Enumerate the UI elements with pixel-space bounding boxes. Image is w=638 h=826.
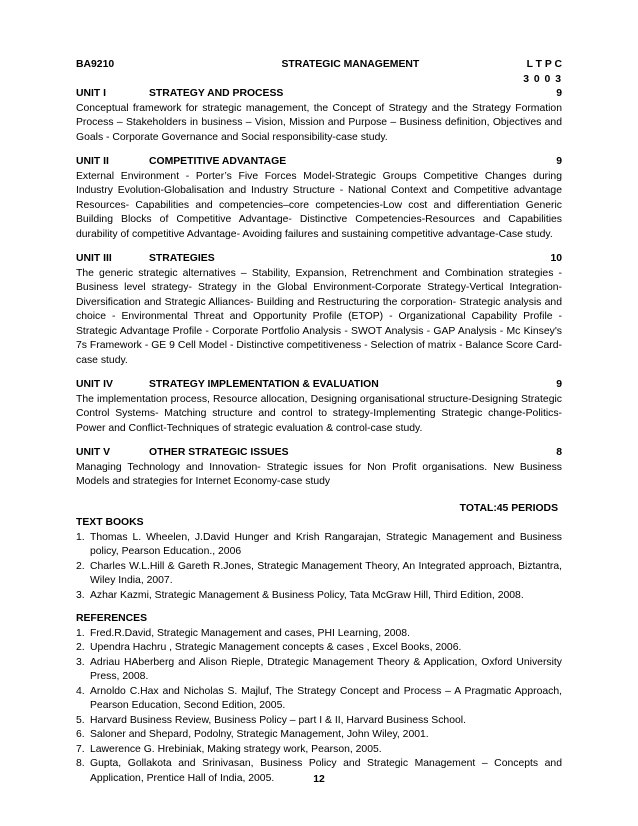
item-number: 4. <box>76 685 85 697</box>
unit-description: Conceptual framework for strategic management, the Concept of Strategy and the Strategy Formation Process – Stakeholders in business – Vision, Mission and Purpose – Business definition, Objectives and Goals - Corporate Governance and Social responsibility-case study. <box>76 102 562 143</box>
references-title: REFERENCES <box>76 613 148 624</box>
unit-heading <box>76 446 562 461</box>
unit-heading <box>76 378 562 393</box>
list-item <box>76 641 562 656</box>
unit-hours: 9 <box>556 88 562 99</box>
unit-description: Managing Technology and Innovation- Strategic issues for Non Profit organisations. New Business Models and strategies for Internet Economy-case study <box>76 461 562 487</box>
unit-title: STRATEGY AND PROCESS <box>149 88 284 99</box>
unit-hours: 9 <box>556 379 562 390</box>
ltpc-label: L T P C <box>526 59 562 70</box>
item-text: Adriau HAberberg and Alison Rieple, Dtrategic Management Theory & Application, Oxford University Press, 2008. <box>90 656 562 682</box>
unit-title: STRATEGY IMPLEMENTATION & EVALUATION <box>149 379 379 390</box>
unit-title: OTHER STRATEGIC ISSUES <box>149 447 289 458</box>
page-number: 12 <box>313 774 325 785</box>
list-item <box>76 714 562 729</box>
unit-hours: 9 <box>556 156 562 167</box>
course-header <box>76 58 562 73</box>
unit-title: STRATEGIES <box>149 253 215 264</box>
unit-hours: 10 <box>550 253 562 264</box>
item-text: Azhar Kazmi, Strategic Management & Business Policy, Tata McGraw Hill, Third Edition, 2008. <box>90 589 524 601</box>
unit-description: External Environment - Porter’s Five Forces Model-Strategic Groups Competitive Changes during Industry Evolution-Globalisation and Industry Structure - National Context and Competitive advantage Resources- Capabilities and competencies–core competencies-Low cost and differentiation Generic Building Blocks of Competitive Advantage- Distinctive Competencies-Resources and Capabilities durability of competitive Advantage- Avoiding failures and sustaining competitive advantage-Case study. <box>76 170 562 240</box>
textbooks-title: TEXT BOOKS <box>76 517 144 528</box>
item-text: Saloner and Shepard, Podolny, Strategic Management, John Wiley, 2001. <box>90 729 429 740</box>
unit-hours: 8 <box>556 447 562 458</box>
ltpc-values: 3 0 0 3 <box>523 73 562 85</box>
item-text: Charles W.L.Hill & Gareth R.Jones, Strategic Management Theory, An Integrated approach, Biztantra, Wiley India, 2007. <box>90 560 562 586</box>
course-title: STRATEGIC MANAGEMENT <box>281 59 420 70</box>
list-item <box>76 560 562 589</box>
item-number: 3. <box>76 589 85 601</box>
unit-title: COMPETITIVE ADVANTAGE <box>149 156 287 167</box>
list-item <box>76 743 562 758</box>
list-item <box>76 685 562 714</box>
item-number: 5. <box>76 714 85 726</box>
list-item <box>76 589 562 604</box>
list-item <box>76 627 562 642</box>
item-number: 2. <box>76 560 85 572</box>
item-number: 1. <box>76 627 85 639</box>
item-text: Upendra Hachru , Strategic Management concepts & cases , Excel Books, 2006. <box>90 642 462 653</box>
unit-label: UNIT I <box>76 88 107 99</box>
item-number: 3. <box>76 656 85 668</box>
unit-label: UNIT II <box>76 156 109 167</box>
item-text: Arnoldo C.Hax and Nicholas S. Majluf, The Strategy Concept and Process – A Pragmatic Approach, Pearson Education, Second Edition, 2005. <box>90 685 562 711</box>
list-item <box>76 728 562 743</box>
item-text: Harvard Business Review, Business Policy – part I & II, Harvard Business School. <box>90 714 466 726</box>
unit-heading <box>76 252 562 267</box>
syllabus-page <box>76 58 562 786</box>
unit-label: UNIT V <box>76 447 111 458</box>
unit-description: The generic strategic alternatives – Stability, Expansion, Retrenchment and Combination strategies - Business level strategy- Strategy in the Global Environment-Corporate Strategy-Vertical Integration-Diversification and Strategic Alliances- Building and Restructuring the corporation- Strategic analysis and choice - Environmental Threat and Opportunity Profile (ETOP) - Organizational Capability Profile - Strategic Advantage Profile - Corporate Portfolio Analysis - SWOT Analysis - GAP Analysis - Mc Kinsey's 7s Framework - GE 9 Cell Model - Distinctive competitiveness - Selection of matrix - Balance Score Card-case study. <box>76 267 562 366</box>
course-code: BA9210 <box>76 59 115 70</box>
item-text: Gupta, Gollakota and Srinivasan, Business Policy and Strategic Management – Concepts and Application, Prentice Hall of India, 2005. <box>90 758 562 784</box>
unit-label: UNIT III <box>76 253 112 264</box>
item-number: 1. <box>76 531 85 543</box>
unit-label: UNIT IV <box>76 379 113 390</box>
textbooks-list <box>76 531 562 604</box>
list-item <box>76 531 562 560</box>
item-number: 7. <box>76 743 85 755</box>
item-text: Thomas L. Wheelen, J.David Hunger and Krish Rangarajan, Strategic Management and Business policy, Pearson Education., 2006 <box>90 531 562 557</box>
item-text: Fred.R.David, Strategic Management and cases, PHI Learning, 2008. <box>90 627 410 639</box>
item-number: 6. <box>76 729 85 740</box>
references-list <box>76 627 562 787</box>
item-text: Lawerence G. Hrebiniak, Making strategy work, Pearson, 2005. <box>90 743 382 755</box>
list-item <box>76 656 562 685</box>
unit-heading <box>76 87 562 102</box>
unit-heading <box>76 155 562 170</box>
item-number: 8. <box>76 758 85 769</box>
total-periods: TOTAL:45 PERIODS <box>459 502 558 514</box>
unit-description: The implementation process, Resource allocation, Designing organisational structure-Designing Strategic Control Systems- Matching structure and control to strategy-Implementing Strategic change-Politics-Power and Conflict-Techniques of strategic evaluation & control-case study. <box>76 393 562 434</box>
item-number: 2. <box>76 642 85 653</box>
